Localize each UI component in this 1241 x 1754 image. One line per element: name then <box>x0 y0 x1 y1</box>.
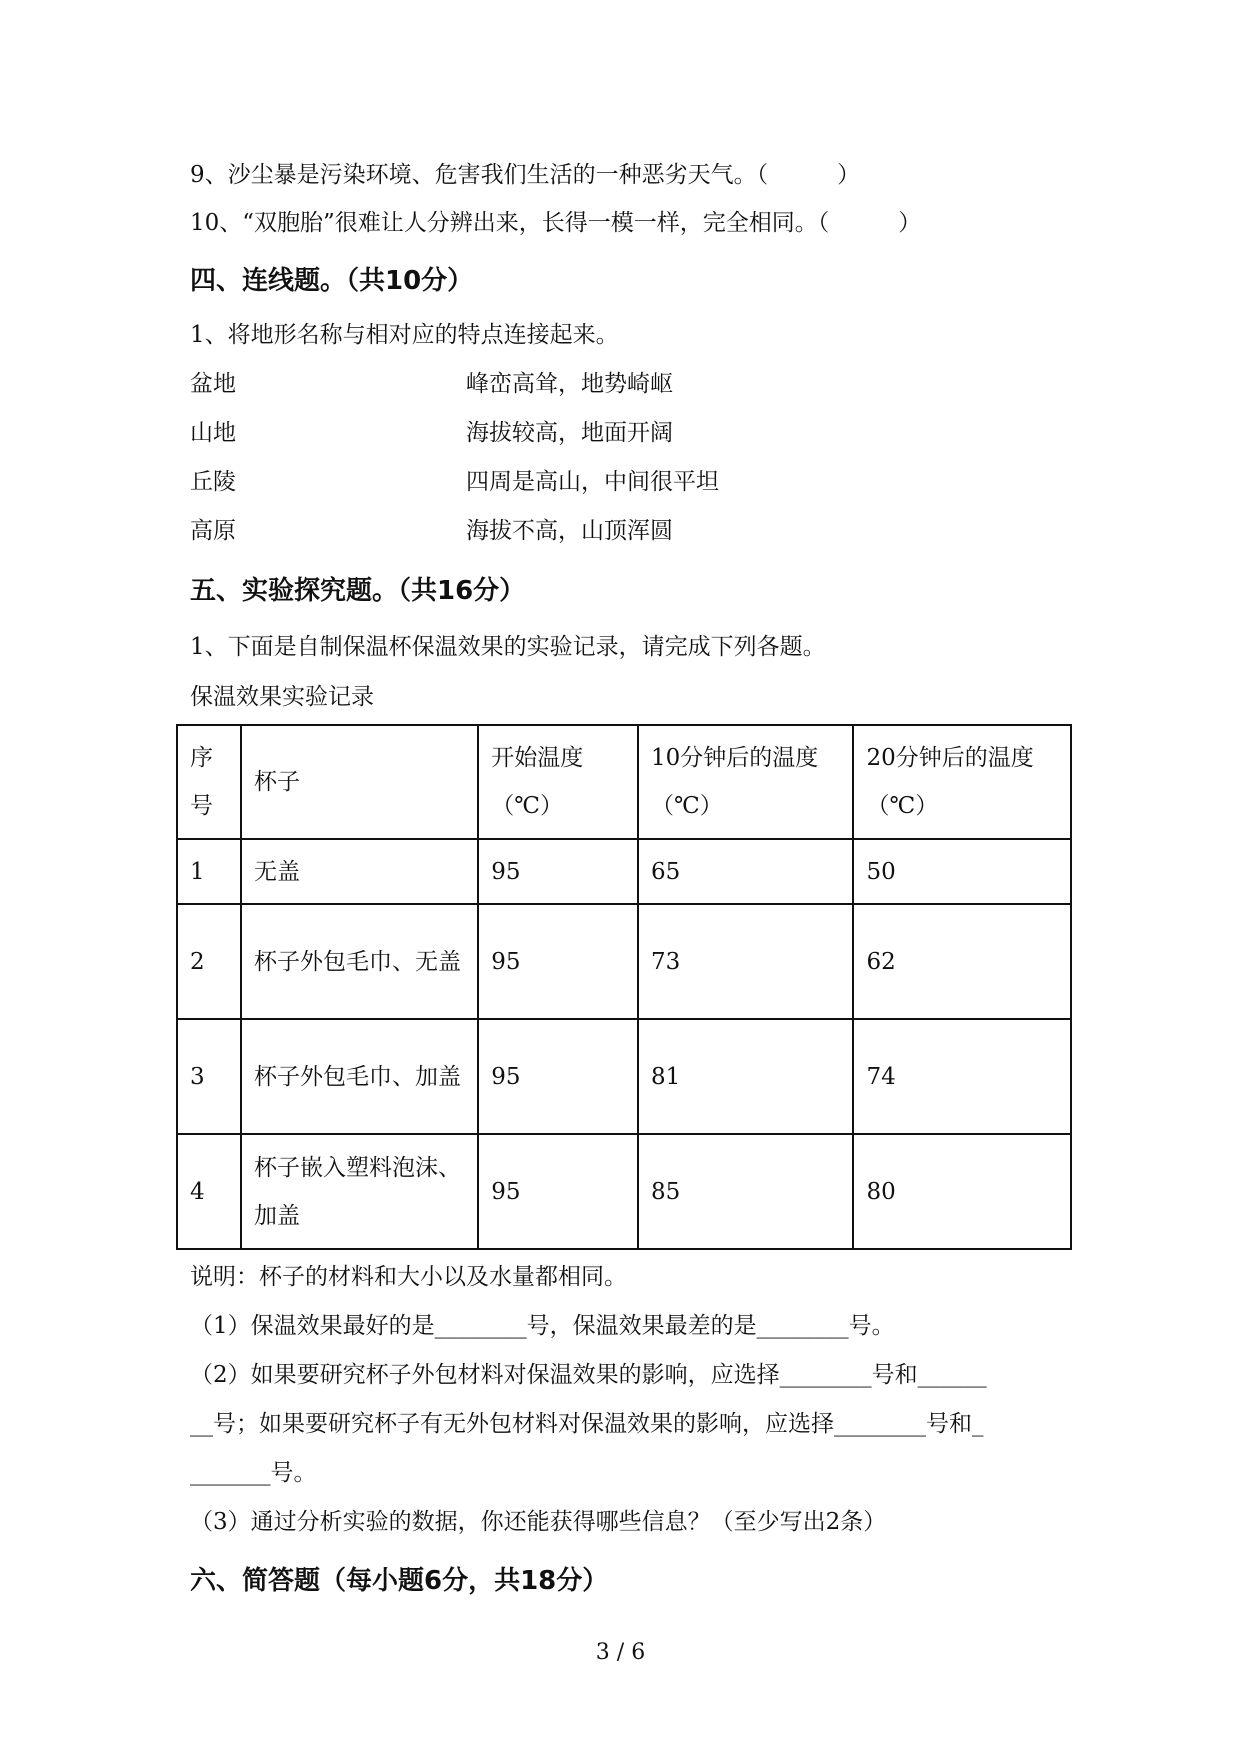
sub-question-2-line-3: _______号。 <box>190 1460 317 1486</box>
section-4-question-1: 1、将地形名称与相对应的特点连接起来。 <box>190 322 619 348</box>
sub-question-2-line-2: __号；如果要研究杯子有无外包材料对保温效果的影响，应选择________号和_ <box>190 1411 984 1437</box>
terrain-name: 高原 <box>190 518 236 544</box>
table-cell: 65 <box>638 839 854 904</box>
sub-question-3: （3）通过分析实验的数据，你还能获得哪些信息？（至少写出2条） <box>190 1509 887 1535</box>
terrain-name: 盆地 <box>190 371 236 397</box>
header-cell: 序号 <box>177 725 241 839</box>
table-cell: 62 <box>853 904 1071 1019</box>
table-cell: 85 <box>638 1134 854 1249</box>
header-cell: 杯子 <box>241 725 478 839</box>
table-cell: 3 <box>177 1019 241 1134</box>
table-row <box>177 1019 1071 1134</box>
table-cell: 2 <box>177 904 241 1019</box>
terrain-feature: 海拔较高，地面开阔 <box>466 420 673 446</box>
table-cell: 80 <box>853 1134 1071 1249</box>
table-cell: 杯子外包毛巾、无盖 <box>241 904 478 1019</box>
experiment-table <box>176 724 1072 1250</box>
header-cell: 20分钟后的温度（℃） <box>853 725 1071 839</box>
terrain-name: 山地 <box>190 420 236 446</box>
table-cell: 4 <box>177 1134 241 1249</box>
table-cell: 无盖 <box>241 839 478 904</box>
table-header-row <box>177 725 1071 839</box>
table-row <box>177 904 1071 1019</box>
table-cell: 95 <box>478 1134 638 1249</box>
section-4-heading: 四、连线题。（共10分） <box>190 266 474 296</box>
terrain-feature: 峰峦高耸，地势崎岖 <box>466 371 673 397</box>
table-cell: 95 <box>478 904 638 1019</box>
table-cell: 杯子外包毛巾、加盖 <box>241 1019 478 1134</box>
page-number: 3 / 6 <box>595 1640 646 1665</box>
table-cell: 73 <box>638 904 854 1019</box>
table-cell: 50 <box>853 839 1071 904</box>
question-9: 9、沙尘暴是污染环境、危害我们生活的一种恶劣天气。（ ） <box>190 162 861 188</box>
table-row <box>177 839 1071 904</box>
terrain-name: 丘陵 <box>190 469 236 495</box>
sub-question-2-line-1: （2）如果要研究杯子外包材料对保温效果的影响，应选择________号和______ <box>190 1362 987 1388</box>
section-5-heading: 五、实验探究题。（共16分） <box>190 576 526 606</box>
section-5-question-1: 1、下面是自制保温杯保温效果的实验记录，请完成下列各题。 <box>190 634 826 660</box>
sub-question-1: （1）保温效果最好的是________号，保温效果最差的是________号。 <box>190 1313 895 1339</box>
question-10: 10、“双胞胎”很难让人分辨出来，长得一模一样，完全相同。（ ） <box>190 210 922 236</box>
terrain-feature: 海拔不高，山顶浑圆 <box>466 518 673 544</box>
table-cell: 81 <box>638 1019 854 1134</box>
section-6-heading: 六、简答题（每小题6分，共18分） <box>190 1566 609 1596</box>
header-cell: 10分钟后的温度（℃） <box>638 725 854 839</box>
table-cell: 95 <box>478 1019 638 1134</box>
table-note: 说明：杯子的材料和大小以及水量都相同。 <box>190 1264 627 1290</box>
table-cell: 74 <box>853 1019 1071 1134</box>
table-cell: 95 <box>478 839 638 904</box>
table-cell: 杯子嵌入塑料泡沫、加盖 <box>241 1134 478 1249</box>
table-cell: 1 <box>177 839 241 904</box>
header-cell: 开始温度（℃） <box>478 725 638 839</box>
table-row <box>177 1134 1071 1249</box>
table-title: 保温效果实验记录 <box>190 684 374 710</box>
terrain-feature: 四周是高山，中间很平坦 <box>466 469 719 495</box>
